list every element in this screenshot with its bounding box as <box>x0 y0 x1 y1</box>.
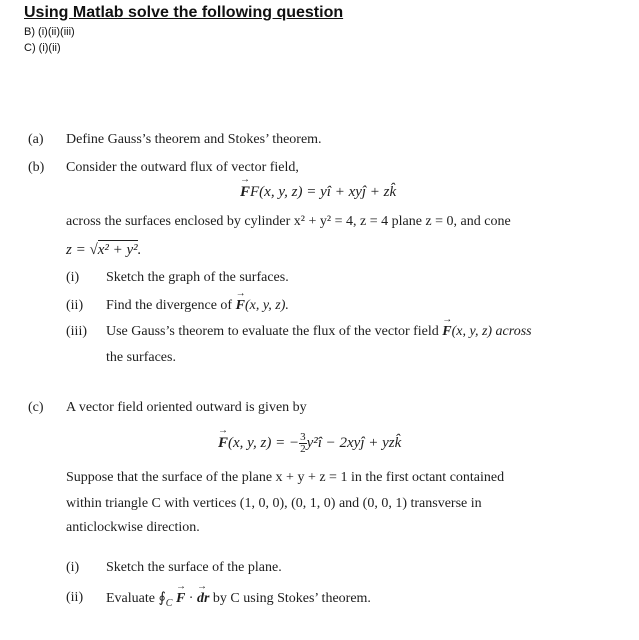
page-title: Using Matlab solve the following question <box>24 4 344 21</box>
part-c-intro: A vector field oriented outward is given by <box>66 400 307 415</box>
part-c-item-i-text: Sketch the surface of the plane. <box>106 560 282 575</box>
contour-integral-icon: ∮ <box>158 591 166 606</box>
part-b-intro: Consider the outward flux of vector field, <box>66 160 299 175</box>
part-b-item-iii-cont: the surfaces. <box>106 350 176 365</box>
part-b-item-ii-text: Find the divergence of → F(x, y, z). <box>106 298 289 314</box>
fraction-denominator: 2 <box>300 443 306 455</box>
part-c-field-rhs: y²î − 2xyĵ + yzk̂ <box>306 434 402 451</box>
option-b: B) (i)(ii)(iii) <box>24 26 75 38</box>
part-c-desc-line-1: Suppose that the surface of the plane x + y + z = 1 in the first octant contained <box>66 470 505 485</box>
part-c-desc-line-3: anticlockwise direction. <box>66 520 200 535</box>
part-b-cone-end: . <box>137 242 142 258</box>
part-b-item-ii-label: (ii) <box>66 298 84 313</box>
part-b-cone-radicand: x² + y² <box>97 242 138 258</box>
part-b-field-lhs: F(x, y, z) = <box>250 184 321 200</box>
part-b-item-iii-label: (iii) <box>66 324 87 339</box>
part-b-field-rhs: yî + xyĵ + zk̂ <box>320 184 397 200</box>
part-c-desc-line-2: within triangle C with vertices (1, 0, 0), (0, 1, 0) and (0, 0, 1) transverse in <box>66 496 482 511</box>
part-c-item-i-label: (i) <box>66 560 80 575</box>
part-c-label: (c) <box>28 400 44 415</box>
part-b-cone-lhs: z = <box>66 242 90 258</box>
part-b-label: (b) <box>28 160 45 175</box>
vector-f: → F <box>218 435 228 452</box>
part-b-surfaces: across the surfaces enclosed by cylinder x² + y² = 4, z = 4 plane z = 0, and cone <box>66 214 511 229</box>
part-c-field-lhs: (x, y, z) = − <box>228 434 300 451</box>
part-b-cone-equation <box>66 242 141 259</box>
fraction-numerator: 3 <box>300 431 306 443</box>
sqrt-icon: √ <box>89 242 98 258</box>
part-b-field-equation <box>240 184 396 201</box>
part-c-field-equation <box>218 432 401 455</box>
part-c-item-ii-text: Evaluate $∮_C \to F$ · → dr by C using Stokes’ theorem. <box>106 590 371 609</box>
part-b-item-i-label: (i) <box>66 270 80 285</box>
part-a-label: (a) <box>28 132 44 147</box>
part-a-text: Define Gauss’s theorem and Stokes’ theorem. <box>66 132 322 147</box>
fraction <box>299 432 307 455</box>
option-c: C) (i)(ii) <box>24 42 61 54</box>
part-b-item-i-text: Sketch the graph of the surfaces. <box>106 270 289 285</box>
part-b-item-iii-text: Use Gauss’s theorem to evaluate the flux of the vector field → F(x, y, z) across <box>106 324 532 340</box>
vector-f: → F <box>240 184 250 201</box>
part-c-item-ii-label: (ii) <box>66 590 84 605</box>
